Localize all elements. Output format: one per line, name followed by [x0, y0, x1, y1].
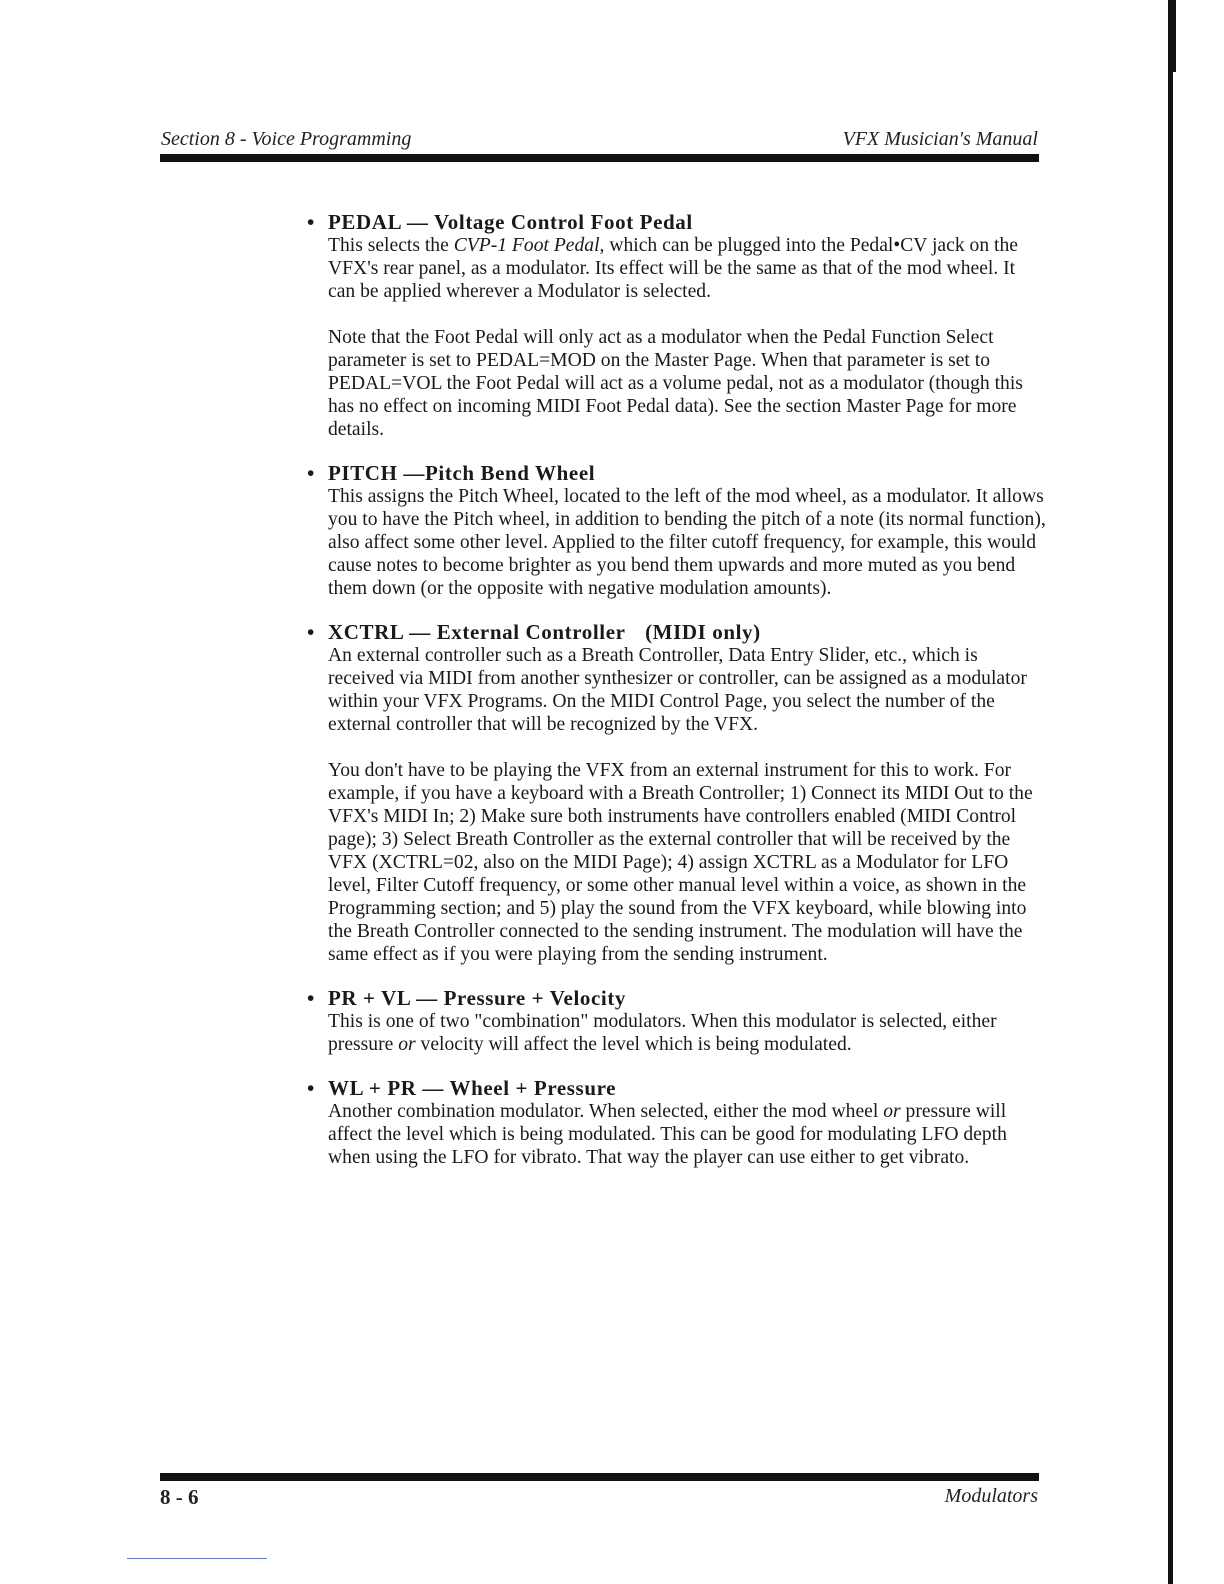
heading-desc: External Controller — [436, 620, 626, 644]
section-pedal — [307, 210, 1047, 441]
text: Another combination modulator. When selected, either the mod wheel — [328, 1101, 884, 1122]
heading-desc: Wheel + Pressure — [449, 1076, 617, 1100]
paragraph — [328, 234, 1047, 303]
heading-name: WL + PR — [328, 1076, 417, 1100]
text: which can be plugged into the Pedal•CV jack on the VFX's rear panel, as a modulator. Its effect will be the same as that of the mod wheel. It can be applied wherever a Modulator is selected. — [328, 235, 1018, 302]
emphasis: CVP-1 Foot Pedal, — [453, 235, 605, 256]
paragraph: An external controller such as a Breath Controller, Data Entry Slider, etc., which is received via MIDI from another synthesizer or controller, can be assigned as a modulator within your VFX Programs. On the MIDI Control Page, you select the number of the external controller that will be recognized by the VFX. — [328, 645, 1027, 735]
heading-name: XCTRL — [328, 620, 404, 644]
heading-name: PEDAL — [328, 210, 402, 234]
heading-desc: Pressure + Velocity — [443, 986, 627, 1010]
header-rule — [160, 154, 1039, 162]
page-edge-bar-top — [1168, 0, 1176, 72]
paragraph: This assigns the Pitch Wheel, located to the left of the mod wheel, as a modulator. It allows you to have the Pitch wheel, in addition to bending the pitch of a note (its normal function), also affect some other level. Applied to the filter cutoff frequency, for example, this would cause notes to become brighter as you bend them upwards and more muted as you bend them down (or the opposite with negative modulation amounts). — [328, 486, 1046, 599]
footer-section-name: Modulators — [944, 1485, 1038, 1507]
text: velocity will affect the level which is being modulated. — [415, 1034, 852, 1055]
paragraph — [328, 1010, 1047, 1056]
section-body — [328, 1100, 1047, 1169]
text: pressure will affect the level which is being modulated. This can be good for modulating LFO depth when using the LFO for vibrato. That way the player can use either to get vibrato. — [328, 1101, 1007, 1168]
section-xctrl — [307, 620, 1047, 966]
page-number: 8 - 6 — [160, 1485, 199, 1509]
bullet: • — [307, 210, 315, 234]
heading-note: (MIDI only) — [645, 620, 761, 644]
footer-rule — [160, 1473, 1039, 1481]
paragraph: You don't have to be playing the VFX from an external instrument for this to work. For example, if you have a keyboard with a Breath Controller; 1) Connect its MIDI Out to the VFX's MIDI In; 2) Make sure both instruments have controllers enabled (MIDI Control page); 3) Select Breath Controller as the external controller that will be received by the VFX (XCTRL=02, also on the MIDI Page); 4) assign XCTRL as a Modulator for LFO level, Filter Cutoff frequency, or some other manual level within a voice, as shown in the Programming section; and 5) play the sound from the VFX keyboard, while blowing into the Breath Controller connected to the sending instrument. The modulation will have the same effect as if you were playing from the sending instrument. — [328, 760, 1033, 965]
section-heading — [307, 1076, 1047, 1100]
heading-dash: — — [422, 1076, 444, 1100]
section-body — [328, 234, 1047, 441]
section-body — [328, 1010, 1047, 1056]
section-pitch — [307, 461, 1047, 600]
page-content — [307, 210, 1047, 1189]
text: This is one of two "combination" modulators. When this modulator is selected, either pressure — [328, 1011, 997, 1055]
scan-artifact-line — [127, 1558, 267, 1559]
section-body — [328, 644, 1047, 966]
heading-dash: — — [416, 986, 438, 1010]
section-heading — [307, 620, 1047, 644]
emphasis: or — [883, 1101, 901, 1122]
section-heading — [307, 210, 1047, 234]
header-section-title: Section 8 - Voice Programming — [161, 128, 412, 150]
heading-dash: — — [403, 461, 425, 485]
paragraph — [328, 1100, 1047, 1169]
section-heading — [307, 986, 1047, 1010]
bullet: • — [307, 986, 315, 1010]
emphasis: or — [398, 1034, 416, 1055]
heading-dash: — — [409, 620, 431, 644]
heading-desc: Pitch Bend Wheel — [424, 461, 596, 485]
section-wl-pr — [307, 1076, 1047, 1169]
bullet: • — [307, 461, 315, 485]
heading-dash: — — [406, 210, 429, 234]
section-body — [328, 485, 1047, 600]
heading-name: PR + VL — [328, 986, 411, 1010]
header-manual-title: VFX Musician's Manual — [842, 128, 1038, 150]
heading-desc: Voltage Control Foot Pedal — [433, 210, 693, 234]
page-edge-bar — [1168, 0, 1173, 1584]
section-pr-vl — [307, 986, 1047, 1056]
bullet: • — [307, 620, 315, 644]
text: This selects the — [328, 235, 454, 256]
paragraph: Note that the Foot Pedal will only act as a modulator when the Pedal Function Select parameter is set to PEDAL=MOD on the Master Page. When that parameter is set to PEDAL=VOL the Foot Pedal will act as a volume pedal, not as a modulator (though this has no effect on incoming MIDI Foot Pedal data). See the section Master Page for more details. — [328, 327, 1023, 440]
section-heading — [307, 461, 1047, 485]
bullet: • — [307, 1076, 315, 1100]
heading-name: PITCH — [328, 461, 398, 485]
